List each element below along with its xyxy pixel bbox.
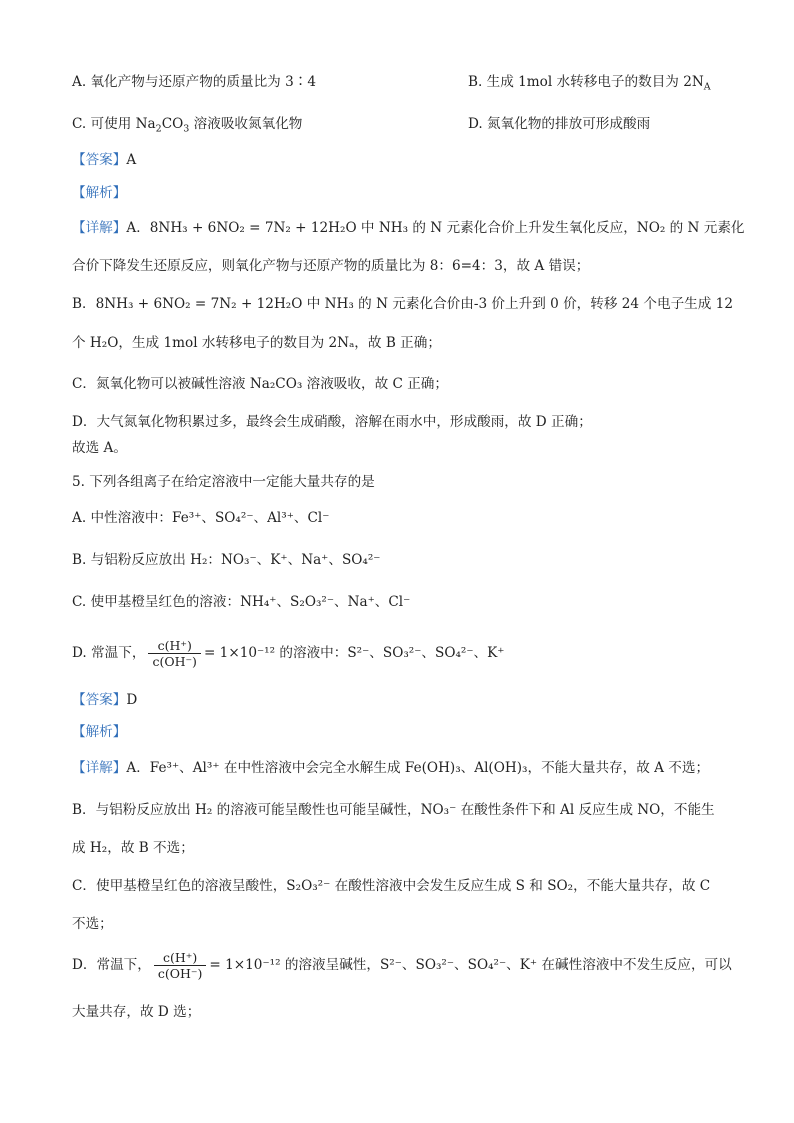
answer-value: D — [126, 692, 138, 708]
q5-explain-line-2: B．与铝粉反应放出 H₂ 的溶液可能呈酸性也可能呈碱性，NO₃⁻ 在酸性条件下和 Al 反应生成 NO，不能生 — [72, 802, 715, 818]
q5-stem: 5. 下列各组离子在给定溶液中一定能大量共存的是 — [72, 474, 375, 490]
q4-option-d: D. 氮氧化物的排放可形成酸雨 — [468, 116, 651, 132]
q4-explain-line-7: 故选 A。 — [72, 440, 127, 456]
answer-label: 【答案】 — [72, 152, 127, 168]
q5-explain-line-1: 【详解】A．Fe³⁺、Al³⁺ 在中性溶液中会完全水解生成 Fe(OH)₃、Al(OH)₃，不能大量共存，故 A 不选； — [72, 760, 710, 776]
q4-explain-line-1: 【详解】A．8NH₃ + 6NO₂ = 7N₂ + 12H₂O 中 NH₃ 的 N 元素化合价上升发生氧化反应，NO₂ 的 N 元素化 — [72, 220, 745, 236]
detail-label: 【详解】 — [72, 220, 127, 236]
q4-explain-line-5: C．氮氧化物可以被碱性溶液 Na₂CO₃ 溶液吸收，故 C 正确； — [72, 376, 448, 392]
q5-answer — [72, 690, 734, 710]
q4-answer — [72, 150, 734, 170]
q4-option-c: C. 可使用 $Na_2CO_3$ 溶液吸收氮氧化物 — [72, 116, 303, 135]
q4-explain-line-6: D．大气氮氧化物积累过多，最终会生成硝酸，溶解在雨水中，形成酸雨，故 D 正确； — [72, 414, 592, 430]
q5-analysis-heading: 【解析】 — [72, 724, 127, 740]
q5-explain-line-5: 不选； — [72, 916, 113, 932]
q4-explain-line-3: B．8NH₃ + 6NO₂ = 7N₂ + 12H₂O 中 NH₃ 的 N 元素化合价由-3 价上升到 0 价，转移 24 个电子生成 12 — [72, 296, 733, 312]
q5-explain-line-6: D．常温下， $\frac{c(H^+)}{c(OH^-)}$ = 1×10⁻¹² 的溶液呈碱性，S²⁻、SO₃²⁻、SO₄²⁻、K⁺ 在碱性溶液中不发生反应，可以 — [72, 950, 732, 981]
q4-option-b: B. 生成 1mol 水转移电子的数目为 $2N_A$ — [468, 74, 711, 93]
q4-option-row-2 — [72, 114, 734, 134]
q4-option-a: A. 氧化产物与还原产物的质量比为 3∶4 — [72, 74, 316, 90]
concentration-fraction: $\frac{c(H^+)}{c(OH^-)}$ — [154, 950, 207, 981]
q5-option-d: D. 常温下， $\frac{c(H^+)}{c(OH^-)}$ = 1×10⁻¹² 的溶液中：S²⁻、SO₃²⁻、SO₄²⁻、K⁺ — [72, 638, 505, 669]
q4-option-row-1 — [72, 72, 734, 92]
answer-label: 【答案】 — [72, 692, 127, 708]
answer-value: A — [126, 152, 137, 168]
q4-explain-line-4: 个 H₂O，生成 1mol 水转移电子的数目为 2Nₐ，故 B 正确； — [72, 335, 441, 351]
concentration-fraction: $\frac{c(H^+)}{c(OH^-)}$ — [148, 638, 201, 669]
q5-explain-line-3: 成 H₂，故 B 不选； — [72, 840, 194, 856]
q5-option-c: C. 使甲基橙呈红色的溶液：NH₄⁺、S₂O₃²⁻、Na⁺、Cl⁻ — [72, 594, 411, 610]
q5-explain-line-7: 大量共存，故 D 选； — [72, 1004, 201, 1020]
q5-option-a: A. 中性溶液中：Fe³⁺、SO₄²⁻、Al³⁺、Cl⁻ — [72, 510, 330, 526]
q4-explain-line-2: 合价下降发生还原反应，则氧化产物与还原产物的质量比为 8：6=4：3，故 A 错误； — [72, 258, 590, 274]
q4-analysis-heading: 【解析】 — [72, 185, 127, 201]
q5-explain-line-4: C．使甲基橙呈红色的溶液呈酸性，S₂O₃²⁻ 在酸性溶液中会发生反应生成 S 和 SO₂，不能大量共存，故 C — [72, 878, 711, 894]
q5-option-b: B. 与铝粉反应放出 H₂：NO₃⁻、K⁺、Na⁺、SO₄²⁻ — [72, 552, 381, 568]
detail-label: 【详解】 — [72, 760, 127, 776]
